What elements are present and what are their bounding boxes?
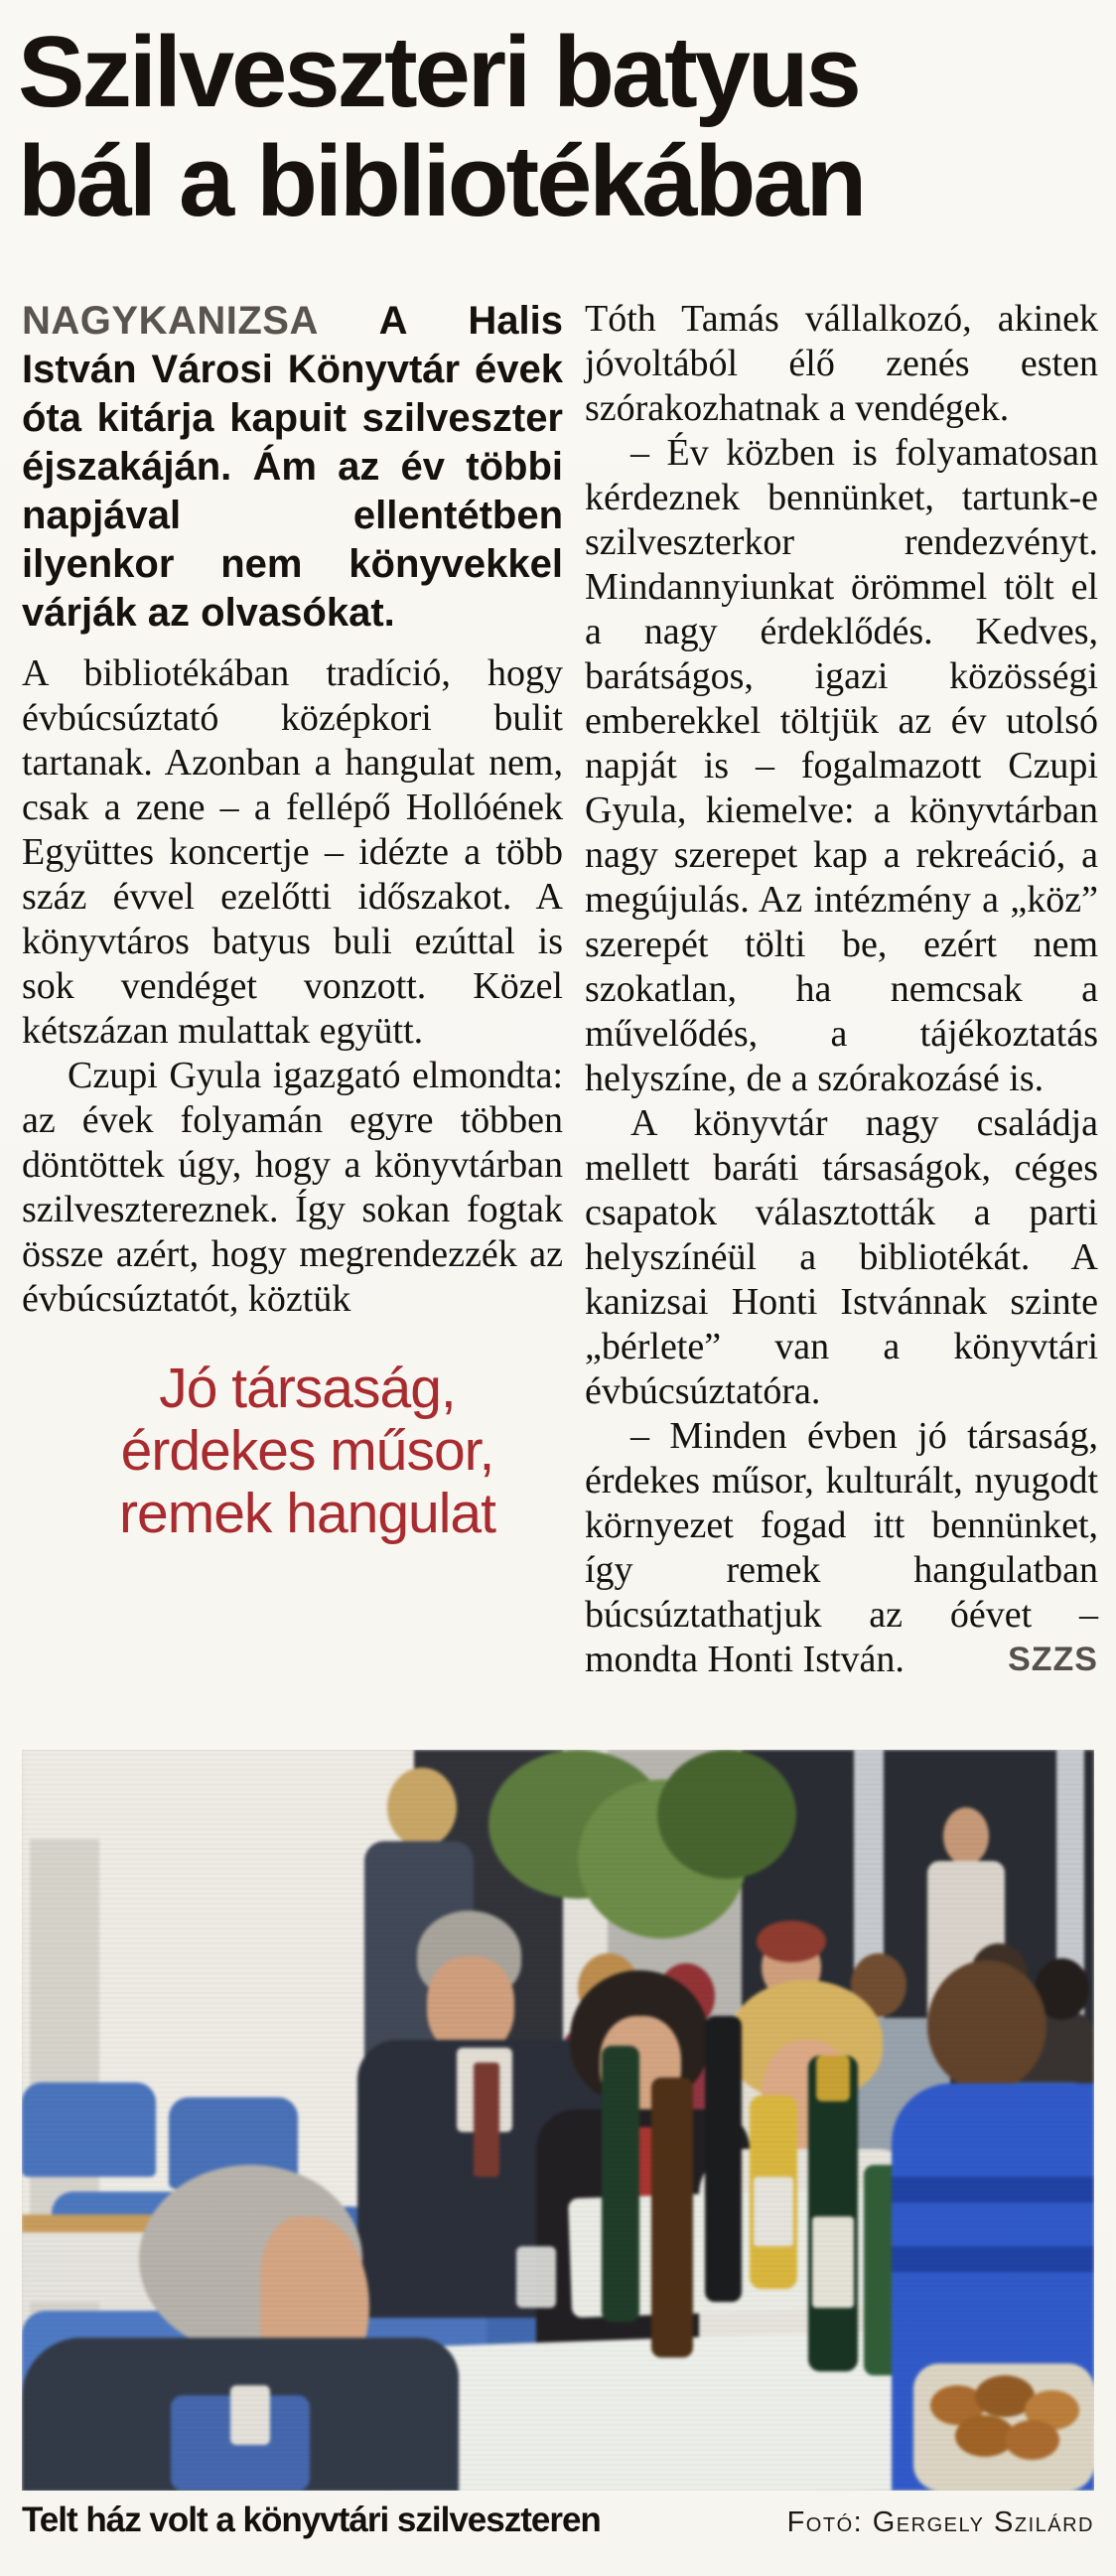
champagne-label (812, 2217, 854, 2308)
person-in-window-head (943, 1807, 989, 1865)
blue-chair (22, 2082, 156, 2177)
lead-paragraph (22, 297, 563, 638)
beer-bottle (651, 2077, 693, 2358)
pull-quote-line-1: Jó társaság, (159, 1357, 456, 1420)
body-paragraph-1: A bibliotékában tradíció, hogy évbúcsúztató középkori bulit tartanak. Azonban a hangulat nem, csak a zene – a fellépő Hollóének Együttes koncertje – idézte a több száz évvel ezelőtti időszakot. A könyvtáros batyus buli ezúttal is sok vendéget vonzott. Közel kétszázan mulattak együtt. (22, 652, 563, 1052)
champagne-foil (816, 2056, 850, 2101)
author-byline: SZZS (1008, 1641, 1098, 1678)
location-tag: NAGYKANIZSA (22, 299, 319, 343)
drinking-glass (516, 2246, 556, 2308)
champagne-bottle (808, 2056, 858, 2371)
body-paragraph-2: Czupi Gyula igazgató elmondta: az évek folyamán egyre többen döntöttek úgy, hogy a könyvtárban szilvesztereznek. Így sokan fogtak össze azért, hogy megrendezzék az évbúcsúztatót, köztük (22, 1055, 563, 1320)
body-paragraph-3: Tóth Tamás vállalkozó, akinek jóvoltából élő zenés esten szórakozhatnak a vendégek. (585, 298, 1098, 429)
bottle-label (754, 2177, 793, 2246)
column-left (22, 297, 563, 1682)
event-photo (22, 1750, 1094, 2491)
guest-hair (757, 1921, 826, 1962)
photo-illustration (22, 1750, 1094, 2491)
headline-line-2: bál a bibliotékában (18, 126, 865, 238)
standing-person-hair (387, 1768, 457, 1847)
dark-bottle (705, 2016, 742, 2302)
wine-bottle (602, 2046, 639, 2322)
photo-caption-row (22, 2501, 1094, 2540)
article-headline (18, 18, 1100, 236)
article-body (22, 297, 1098, 1682)
body-paragraph-6 (585, 1414, 1098, 1682)
column-right (585, 297, 1098, 1682)
lead-text: A Halis István Városi Könyvtár évek óta kitárja kapuit szilveszter éjszakáján. Ám az év többi napjával ellentétben ilyenkor nem könyvekkel várják az olvasókat. (22, 299, 563, 635)
pull-quote-line-2: érdekes műsor, (120, 1419, 494, 1483)
potted-plant (657, 1750, 796, 1879)
photo-credit: Fotó: Gergely Szilárd (786, 2506, 1094, 2538)
pull-quote (22, 1358, 563, 1545)
body-paragraph-5: A könyvtár nagy családja mellett baráti társaságok, céges csapatok választották a parti helyszínéül a bibliotékát. A kanizsai Honti Istvánnak szinte „bérlete” van a könyvtári évbúcsúztatóra. (585, 1102, 1098, 1412)
pastry (1005, 2420, 1059, 2460)
pull-quote-line-3: remek hangulat (119, 1482, 495, 1545)
photo-caption: Telt ház volt a könyvtári szilveszteren (22, 2501, 601, 2539)
headline-line-1: Szilveszteri batyus (18, 17, 859, 128)
sweater-pattern (892, 2177, 1094, 2203)
closing-text: – Minden évben jó társaság, érdekes műsor, kulturált, nyugodt környezet fogad itt bennünket, így remek hangulatban búcsúztathatjuk az óévet – mondta Honti István. (585, 1415, 1098, 1680)
foreground-man-shirt (230, 2385, 270, 2445)
body-paragraph-4: – Év közben is folyamatosan kérdeznek bennünket, tartunk-e szilveszterkor rendezvényt. Mindannyiunkat örömmel tölt el a nagy érdeklődés. Kedves, barátságos, igazi közösségi emberekkel töltjük az év utolsó napját is – fogalmazott Czupi Gyula, kiemelve: a könyvtárban nagy szerepet kap a rekreáció, a megújulás. Az intézmény a „köz” szerepét tölti be, ezért nem szokatlan, ha nemcsak a művelődés, a tájékoztatás helyszíne, de a szórakozásé is. (585, 432, 1098, 1099)
sweater-pattern (892, 2246, 1094, 2272)
blue-sweater-person-hair (927, 1960, 1046, 2091)
man-in-suit-tie (474, 2063, 499, 2177)
